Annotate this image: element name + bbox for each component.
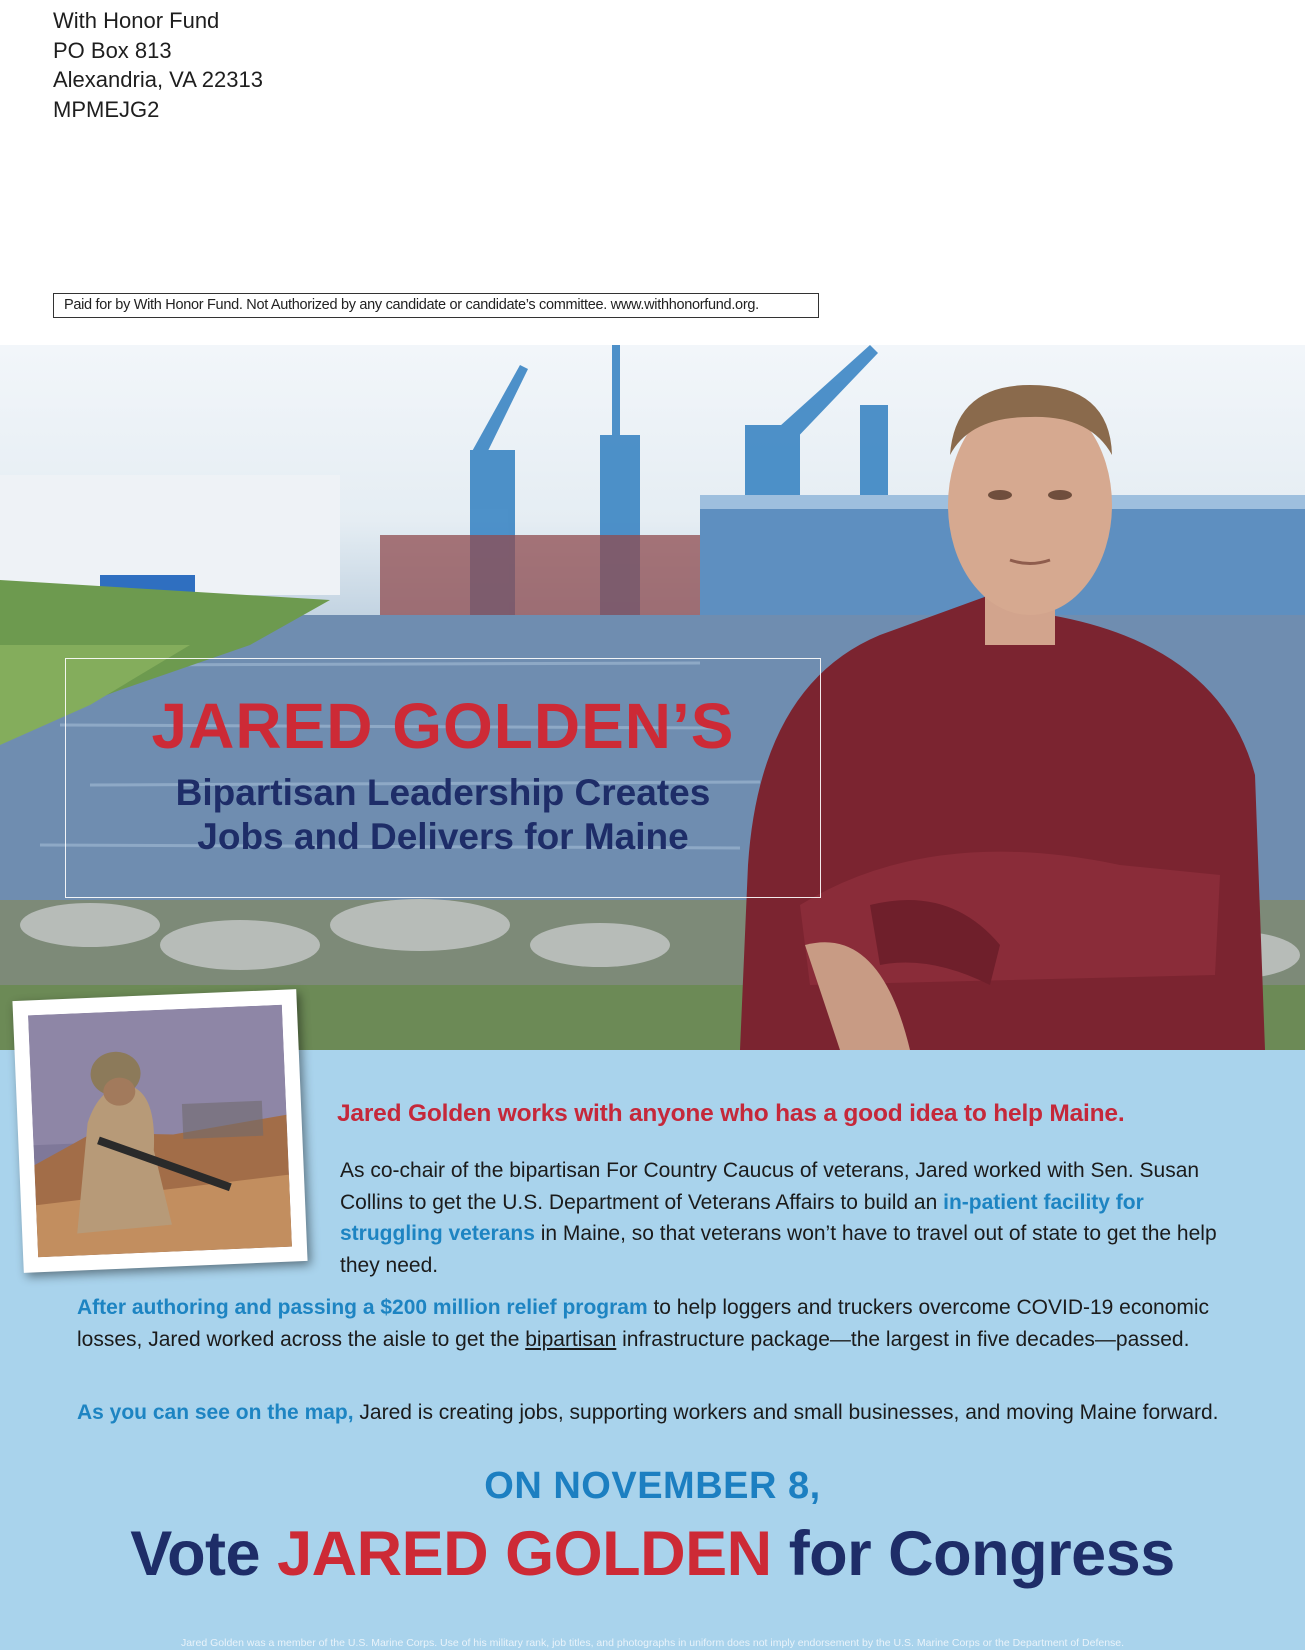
vote-word: Vote [130, 1519, 261, 1589]
return-address-line: MPMEJG2 [53, 96, 160, 122]
headline-candidate-name: JARED GOLDEN’S [151, 690, 735, 762]
military-disclaimer: Jared Golden was a member of the U.S. Marine Corps. Use of his military rank, job titles, and photographs in uniform does not imply endorsement by the U.S. Marine Corps or the Department of Defense. [180, 1637, 1125, 1649]
candidate-name-cta: JARED GOLDEN [277, 1519, 772, 1589]
paid-for-disclaimer: Paid for by With Honor Fund. Not Authorized by any candidate or candidate’s committee. www.withhonorfund.org. [53, 293, 819, 318]
hero-photo [0, 345, 1305, 1050]
highlight-map-reference: As you can see on the map, [77, 1401, 354, 1424]
vote-call-to-action [0, 1518, 1305, 1590]
headline-subtitle-line: Bipartisan Leadership Creates [175, 772, 711, 813]
paragraph-relief-program: After authoring and passing a $200 million relief program to help loggers and truckers overcome COVID-19 economic losses, Jared worked across the aisle to get the bipartisan infrastructure package—the largest in five decades—passed. [77, 1296, 1210, 1351]
highlight-relief-program: After authoring and passing a $200 million relief program [77, 1296, 648, 1319]
soldier-photo-image [28, 1005, 292, 1257]
return-address-line: With Honor Fund [53, 8, 220, 33]
paragraph-map-reference: As you can see on the map, Jared is creating jobs, supporting workers and small businesses, and moving Maine forward. [77, 1401, 1219, 1424]
return-address-line: Alexandria, VA 22313 [53, 67, 263, 92]
return-address [53, 6, 263, 124]
paragraph-veterans-facility: As co-chair of the bipartisan For Country Caucus of veterans, Jared worked with Sen. Susan Collins to get the U.S. Department of Veterans Affairs to build an in-patient facility for struggling veterans in Maine, so that veterans won’t have to travel out of state to get the help they need. [340, 1159, 1217, 1277]
military-service-photo [12, 989, 307, 1273]
election-date: ON NOVEMBER 8, [484, 1465, 821, 1507]
return-address-line: PO Box 813 [53, 37, 172, 63]
intro-heading: Jared Golden works with anyone who has a good idea to help Maine. [337, 1100, 1125, 1127]
underlined-bipartisan: bipartisan [525, 1327, 617, 1351]
headline-subtitle [66, 771, 820, 859]
office-text: for Congress [788, 1519, 1175, 1589]
headline-subtitle-line: Jobs and Delivers for Maine [197, 816, 689, 857]
highlight-inpatient-facility: in-patient facility for struggling veterans [340, 1190, 1144, 1245]
headline-box [65, 658, 821, 898]
